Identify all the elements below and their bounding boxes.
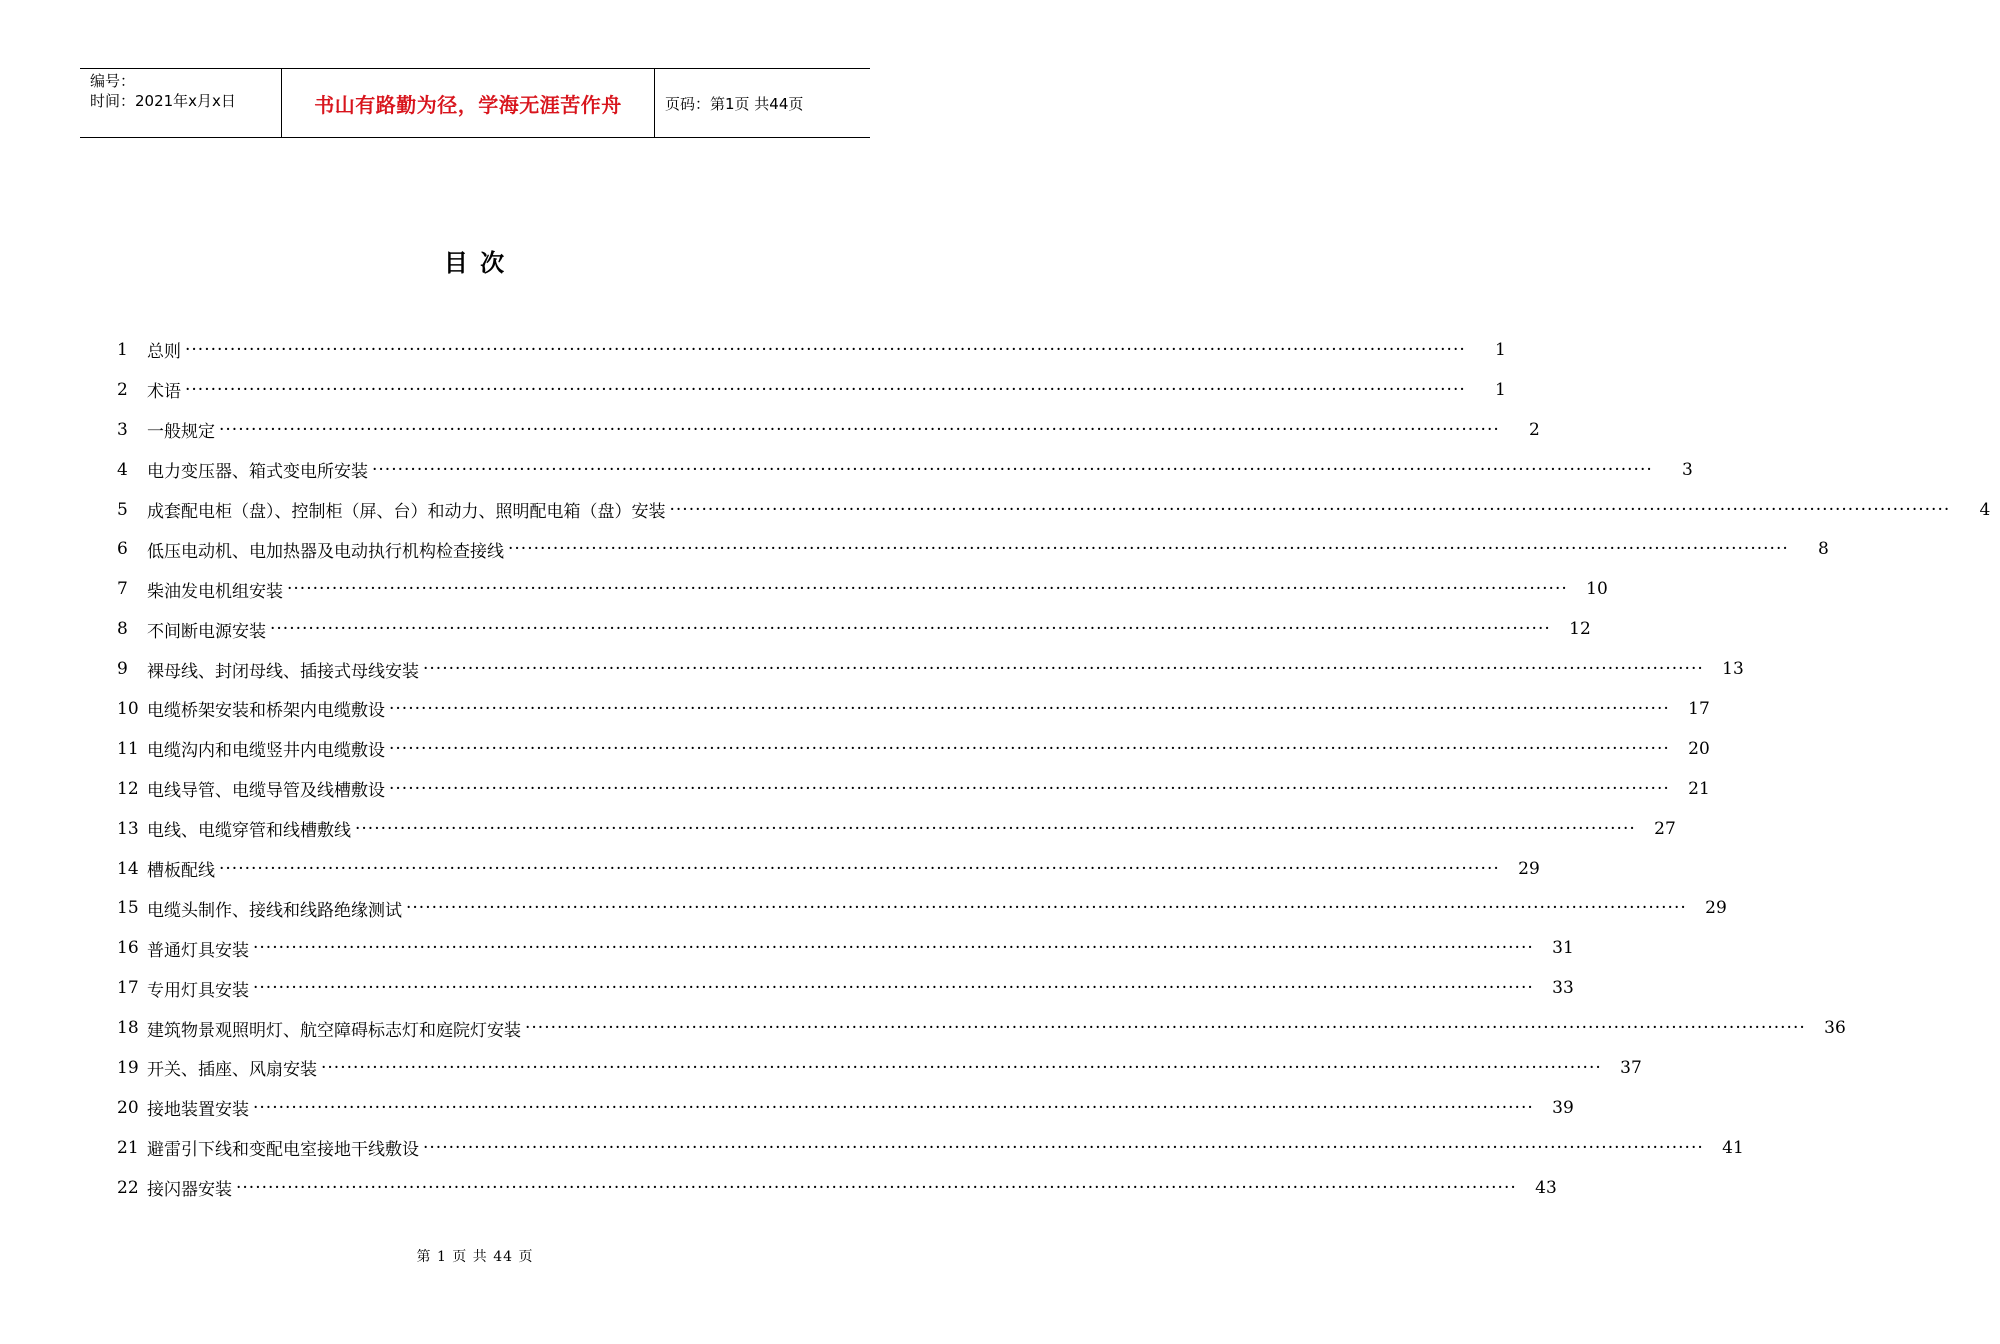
toc-leader-dots: ········································································································································································································: [253, 978, 1534, 999]
toc-entry-number: 16: [117, 938, 139, 959]
toc-entry-number: 20: [117, 1097, 139, 1118]
header-page-cell: [655, 69, 870, 137]
header-left-cell: [80, 69, 282, 137]
toc-entry-title: 低压电动机、电加热器及电动执行机构检查接线: [147, 541, 504, 562]
toc-entry-title: 电力变压器、箱式变电所安装: [147, 462, 368, 483]
toc-entry-page: 36: [1824, 1018, 1846, 1039]
toc-entry-page: 4: [1979, 499, 1991, 520]
toc-leader-dots: ········································································································································································································: [406, 898, 1687, 919]
toc-entry-page: 29: [1705, 898, 1727, 919]
toc-entry: [117, 968, 1574, 1008]
toc-entry-number: 2: [117, 379, 128, 400]
toc-entry-title: 柴油发电机组安装: [147, 581, 283, 602]
toc-entry-number: 21: [117, 1137, 139, 1158]
toc-leader-dots: ········································································································································································································: [389, 698, 1670, 719]
toc-entry: [117, 490, 1991, 530]
toc-entry: [117, 1088, 1574, 1128]
toc-entry-title: 总则: [147, 342, 181, 363]
toc-entry-title: 裸母线、封闭母线、插接式母线安装: [147, 661, 419, 682]
toc-entry-title: 电缆头制作、接线和线路绝缘测试: [147, 900, 402, 921]
page-footer: 第 1 页 共 44 页: [416, 1249, 534, 1265]
toc-entry-page: 3: [1681, 459, 1693, 480]
toc-leader-dots: ········································································································································································································: [389, 778, 1670, 799]
toc-leader-dots: ········································································································································································································: [185, 339, 1466, 360]
header-motto-cell: [282, 69, 655, 137]
toc-entry: [117, 370, 1506, 410]
table-of-contents: [117, 330, 1991, 1208]
toc-entry-number: 13: [117, 818, 139, 839]
toc-entry-page: 12: [1569, 619, 1591, 640]
toc-entry-page: 10: [1586, 579, 1608, 600]
toc-entry-number: 4: [117, 459, 128, 480]
toc-leader-dots: ········································································································································································································: [270, 619, 1551, 640]
toc-entry: [117, 330, 1506, 370]
toc-entry-number: 22: [117, 1177, 139, 1198]
toc-entry-number: 8: [117, 619, 128, 640]
toc-entry: [117, 450, 1693, 490]
toc-leader-dots: ········································································································································································································: [185, 379, 1466, 400]
header-page-label: 页码：第1页 共44页: [665, 94, 804, 113]
toc-entry-page: 1: [1494, 339, 1506, 360]
toc-entry-page: 2: [1528, 419, 1540, 440]
toc-entry: [117, 569, 1608, 609]
toc-leader-dots: ········································································································································································································: [423, 1137, 1704, 1158]
toc-entry-title: 开关、插座、风扇安装: [147, 1060, 317, 1081]
toc-leader-dots: ········································································································································································································: [236, 1177, 1517, 1198]
toc-entry-page: 20: [1688, 738, 1710, 759]
toc-entry-number: 7: [117, 579, 128, 600]
toc-entry-number: 11: [117, 738, 139, 759]
toc-leader-dots: ········································································································································································································: [253, 938, 1534, 959]
toc-entry: [117, 689, 1710, 729]
toc-entry-page: 21: [1688, 778, 1710, 799]
toc-entry: [117, 609, 1591, 649]
toc-entry-number: 10: [117, 698, 139, 719]
toc-leader-dots: ········································································································································································································: [508, 539, 1789, 560]
toc-entry-title: 普通灯具安装: [147, 940, 249, 961]
toc-entry-number: 1: [117, 339, 128, 360]
toc-entry-page: 31: [1552, 938, 1574, 959]
toc-entry-title: 避雷引下线和变配电室接地干线敷设: [147, 1140, 419, 1161]
toc-entry: [117, 1128, 1744, 1168]
toc-entry-title: 电线、电缆穿管和线槽敷线: [147, 821, 351, 842]
toc-entry: [117, 849, 1540, 889]
document-header: [80, 68, 870, 138]
toc-leader-dots: ········································································································································································································: [219, 419, 1500, 440]
toc-entry: [117, 1008, 1846, 1048]
toc-entry: [117, 1048, 1642, 1088]
toc-entry: [117, 649, 1744, 689]
toc-entry-title: 电缆桥架安装和桥架内电缆敷设: [147, 701, 385, 722]
toc-entry-page: 43: [1535, 1177, 1557, 1198]
toc-leader-dots: ········································································································································································································: [389, 738, 1670, 759]
toc-entry-title: 建筑物景观照明灯、航空障碍标志灯和庭院灯安装: [147, 1020, 521, 1041]
toc-entry: [117, 928, 1574, 968]
toc-entry-page: 27: [1654, 818, 1676, 839]
toc-entry-title: 专用灯具安装: [147, 980, 249, 1001]
toc-entry: [117, 888, 1727, 928]
toc-title: 目 次: [443, 249, 507, 277]
toc-entry-number: 15: [117, 898, 139, 919]
toc-entry: [117, 529, 1829, 569]
toc-leader-dots: ········································································································································································································: [219, 858, 1500, 879]
toc-entry-page: 17: [1688, 698, 1710, 719]
toc-entry: [117, 769, 1710, 809]
toc-entry-page: 13: [1722, 659, 1744, 680]
toc-entry-number: 5: [117, 499, 128, 520]
toc-entry-title: 槽板配线: [147, 861, 215, 882]
toc-entry-page: 1: [1494, 379, 1506, 400]
toc-entry-page: 8: [1817, 539, 1829, 560]
toc-entry-page: 33: [1552, 978, 1574, 999]
doc-number-label: 编号：: [90, 72, 136, 90]
toc-leader-dots: ········································································································································································································: [321, 1057, 1602, 1078]
toc-entry-number: 17: [117, 978, 139, 999]
toc-entry-page: 37: [1620, 1057, 1642, 1078]
toc-entry-title: 接闪器安装: [147, 1180, 232, 1201]
toc-leader-dots: ········································································································································································································: [525, 1018, 1806, 1039]
toc-leader-dots: ········································································································································································································: [669, 499, 1951, 520]
toc-entry-number: 19: [117, 1057, 139, 1078]
toc-entry-number: 9: [117, 659, 128, 680]
toc-entry-page: 29: [1518, 858, 1540, 879]
toc-entry-number: 6: [117, 539, 128, 560]
toc-entry-number: 3: [117, 419, 128, 440]
toc-leader-dots: ········································································································································································································: [253, 1097, 1534, 1118]
toc-leader-dots: ········································································································································································································: [287, 579, 1568, 600]
toc-entry-number: 18: [117, 1018, 139, 1039]
toc-leader-dots: ········································································································································································································: [355, 818, 1636, 839]
toc-leader-dots: ········································································································································································································: [372, 459, 1653, 480]
toc-entry-title: 术语: [147, 382, 181, 403]
toc-entry-title: 接地装置安装: [147, 1100, 249, 1121]
toc-entry: [117, 729, 1710, 769]
toc-entry: [117, 410, 1540, 450]
toc-entry-page: 41: [1722, 1137, 1744, 1158]
toc-entry-number: 12: [117, 778, 139, 799]
toc-entry: [117, 809, 1676, 849]
toc-leader-dots: ········································································································································································································: [423, 659, 1704, 680]
toc-entry-title: 一般规定: [147, 422, 215, 443]
doc-date-label: 时间：2021年x月x日: [90, 92, 236, 110]
toc-entry-number: 14: [117, 858, 139, 879]
toc-entry: [117, 1168, 1557, 1208]
toc-entry-title: 电线导管、电缆导管及线槽敷设: [147, 781, 385, 802]
toc-entry-title: 不间断电源安装: [147, 621, 266, 642]
toc-entry-title: 成套配电柜（盘）、控制柜（屏、台）和动力、照明配电箱（盘）安装: [147, 502, 666, 522]
toc-entry-page: 39: [1552, 1097, 1574, 1118]
header-motto: 书山有路勤为径，学海无涯苦作舟: [314, 92, 622, 117]
toc-entry-title: 电缆沟内和电缆竖井内电缆敷设: [147, 741, 385, 762]
